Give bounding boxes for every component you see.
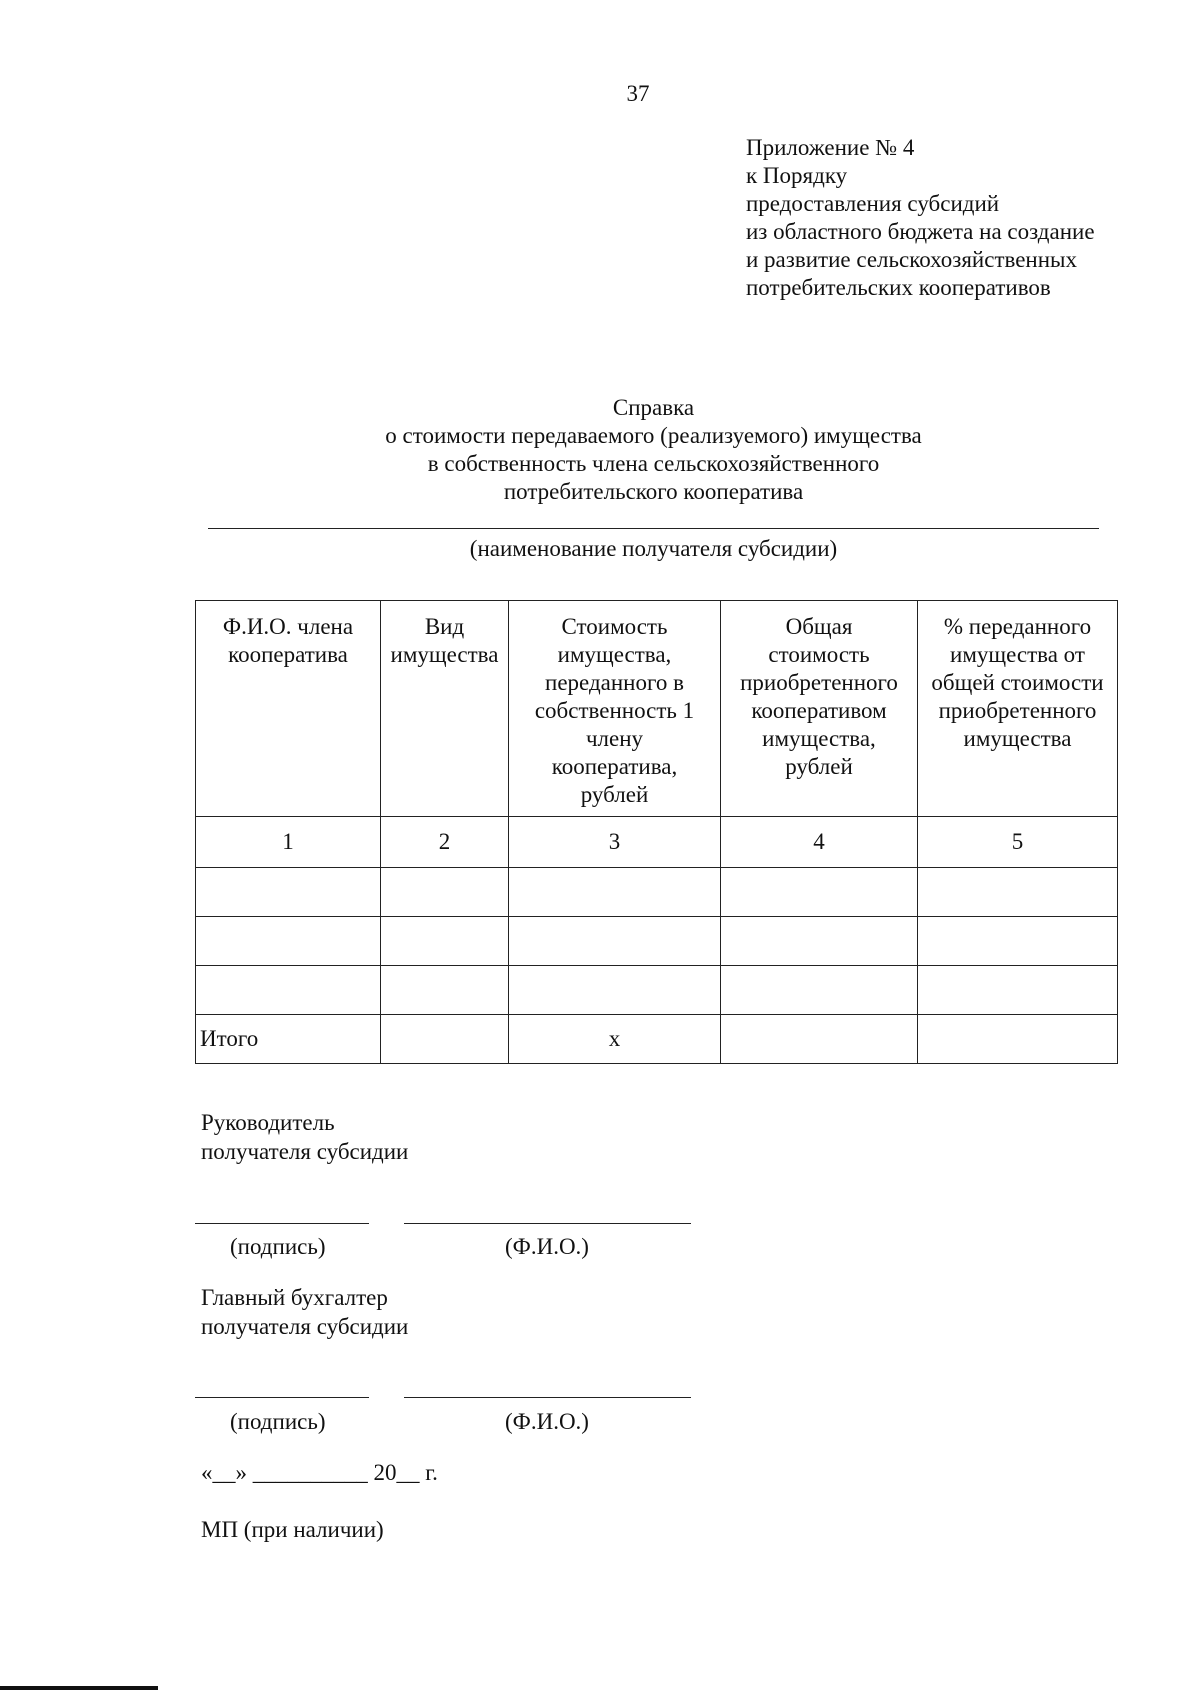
appendix-line: предоставления субсидий <box>746 191 1000 216</box>
table-cell[interactable] <box>381 966 509 1015</box>
appendix-line: потребительских кооперативов <box>746 275 1051 300</box>
appendix-line: из областного бюджета на создание <box>746 219 1095 244</box>
column-number: 1 <box>196 817 381 868</box>
table-cell[interactable] <box>509 966 721 1015</box>
total-label: Итого <box>196 1015 381 1064</box>
table-cell[interactable] <box>721 917 918 966</box>
table-cell[interactable] <box>196 966 381 1015</box>
table-cell[interactable] <box>721 966 918 1015</box>
seal-note: МП (при наличии) <box>201 1517 384 1542</box>
table-cell[interactable] <box>918 966 1118 1015</box>
property-value-table <box>195 600 1118 1064</box>
table-cell[interactable] <box>381 868 509 917</box>
table-cell[interactable] <box>918 917 1118 966</box>
appendix-line: и развитие сельскохозяйственных <box>746 247 1078 272</box>
head-name-line[interactable] <box>404 1223 691 1224</box>
table-cell[interactable] <box>721 868 918 917</box>
title-line: о стоимости передаваемого (реализуемого) имущества <box>385 423 922 448</box>
header-total-value: Общая стоимость приобретенного кооперативом имущества, рублей <box>721 601 918 817</box>
accountant-name-caption: (Ф.И.О.) <box>505 1409 589 1434</box>
table-header-row <box>196 601 1118 817</box>
footer-bar <box>0 1686 158 1690</box>
header-percent-transferred: % переданного имущества от общей стоимости приобретенного имущества <box>918 601 1118 817</box>
title-line: в собственность члена сельскохозяйственного <box>427 451 880 476</box>
head-name-caption: (Ф.И.О.) <box>505 1234 589 1259</box>
head-signer-title: Руководитель получателя субсидии <box>201 1110 409 1164</box>
header-property-type: Вид имущества <box>381 601 509 817</box>
head-signature-caption: (подпись) <box>230 1234 326 1259</box>
column-number: 3 <box>509 817 721 868</box>
table-cell[interactable] <box>509 917 721 966</box>
document-title <box>0 394 1200 506</box>
header-member-name: Ф.И.О. члена кооператива <box>196 601 381 817</box>
date-line[interactable]: «__» __________ 20__ г. <box>201 1460 438 1485</box>
table-cell[interactable] <box>509 868 721 917</box>
head-signature-line[interactable] <box>195 1223 369 1224</box>
title-line: потребительского кооператива <box>503 479 804 504</box>
column-number: 2 <box>381 817 509 868</box>
recipient-name-line[interactable] <box>208 528 1099 529</box>
header-transferred-value: Стоимость имущества, переданного в собственность 1 члену кооператива, рублей <box>509 601 721 817</box>
total-cell[interactable] <box>721 1015 918 1064</box>
recipient-caption: (наименование получателя субсидии) <box>469 536 838 561</box>
total-cell[interactable] <box>918 1015 1118 1064</box>
appendix-reference <box>746 134 1095 302</box>
table-cell[interactable] <box>918 868 1118 917</box>
accountant-signer-title: Главный бухгалтер получателя субсидии <box>201 1285 409 1339</box>
accountant-signature-caption: (подпись) <box>230 1409 326 1434</box>
table-cell[interactable] <box>381 917 509 966</box>
table-row <box>196 966 1118 1015</box>
table-cell[interactable] <box>196 917 381 966</box>
table-row <box>196 917 1118 966</box>
column-number: 5 <box>918 817 1118 868</box>
total-cell-x: х <box>509 1015 721 1064</box>
column-number: 4 <box>721 817 918 868</box>
page-number: 37 <box>626 81 650 106</box>
table-row <box>196 868 1118 917</box>
appendix-line: к Порядку <box>746 163 848 188</box>
appendix-line: Приложение № 4 <box>746 135 915 160</box>
accountant-signature-line[interactable] <box>195 1397 369 1398</box>
column-number-row <box>196 817 1118 868</box>
total-row <box>196 1015 1118 1064</box>
total-cell[interactable] <box>381 1015 509 1064</box>
title-line: Справка <box>612 395 695 420</box>
accountant-name-line[interactable] <box>404 1397 691 1398</box>
table-cell[interactable] <box>196 868 381 917</box>
